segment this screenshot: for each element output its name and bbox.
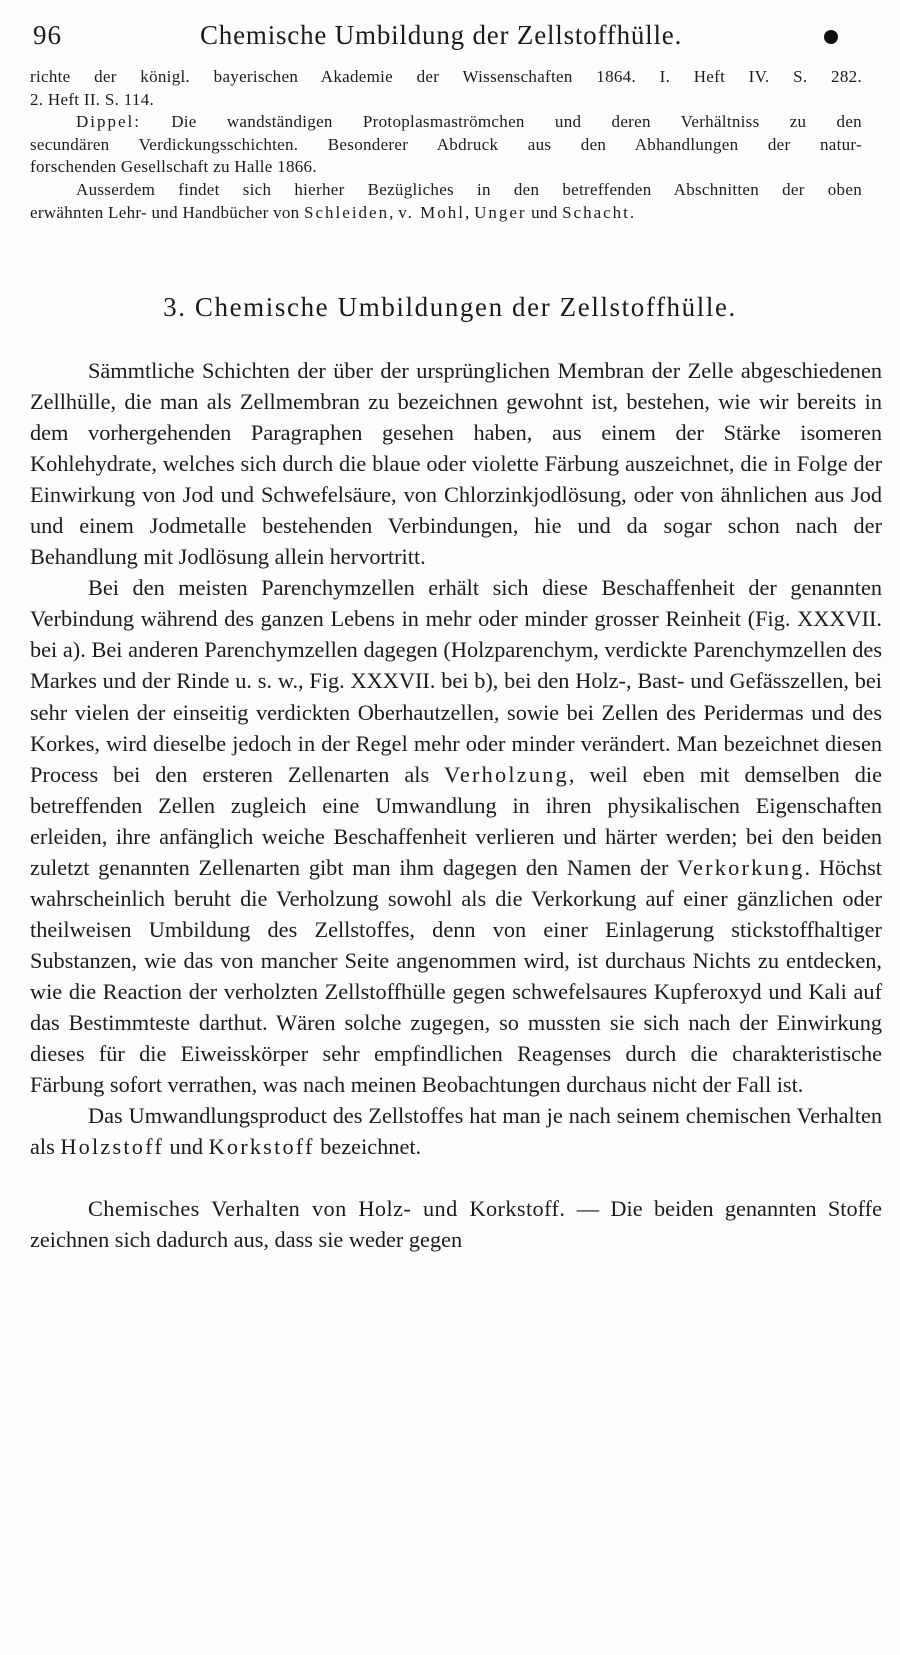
reference-dippel: [30, 111, 862, 134]
reference-line: Ausserdem findet sich hierher Bezügliches in den betreffenden Abschnitten der oben: [76, 179, 862, 199]
term-verholzung: Verholzung: [444, 761, 569, 787]
paragraph-text: Das Umwandlungsproduct des Zellstoffes hat man je nach seinem chemischen Verhalten als: [30, 1103, 882, 1160]
body-text: [30, 355, 882, 1255]
paragraph-text: — Die beiden genannten Stoffe zeichnen sich dadurch aus, dass sie weder gegen: [30, 1196, 882, 1253]
reference-text: erwähnten Lehr- und Handbücher von: [30, 202, 300, 222]
reference-line: forschenden Gesellschaft zu Halle 1866.: [30, 157, 317, 177]
reference-line: richte der königl. bayerischen Akademie der Wissenschaften 1864. I. Heft IV. S. 282.: [30, 67, 862, 86]
paragraph-text: Bei den meisten Parenchymzellen erhält sich diese Beschaffenheit der genannten Verbindung während des ganzen Lebens in mehr oder minder grosser Reinheit (Fig. XXXVII. bei a). Bei anderen Parenchymzellen dagegen (Holzparenchym, verdickte Parenchymzellen des Markes und der Rinde u. s. w., Fig. XXXVII. bei b), bei den Holz-, Bast- und Gefässzellen, bei sehr vielen der einseitig verdickten Oberhautzellen, sowie bei Zellen des Peridermas und des Korkes, wird dieselbe jedoch in der Regel mehr oder minder verändert. Man bezeichnet diesen Process bei den ersteren Zellenarten als: [30, 575, 882, 787]
paragraph: Sämmtliche Schichten der über der ursprünglichen Membran der Zelle abgeschiedenen Zellhülle, die man als Zellmembran zu bezeichnen gewohnt ist, bestehen, wie wir bereits in dem vorhergehenden Paragraphen gesehen haben, aus einem der Stärke isomeren Kohlehydrate, welches sich durch die blaue oder violette Färbung auszeichnet, die in Folge der Einwirkung von Jod und Schwefelsäure, von Chlorzinkjodlösung, oder von ähnlichen aus Jod und einem Jodmetalle bestehenden Verbindungen, hie und da sogar schon nach der Behandlung mit Jodlösung allein hervortritt.: [30, 358, 882, 570]
section-heading: 3. Chemische Umbildungen der Zellstoffhülle.: [163, 292, 737, 322]
paragraph: [30, 1100, 882, 1162]
page-header: [30, 18, 860, 58]
author-name: v. Mohl: [398, 202, 465, 222]
author-name: Schleiden: [304, 202, 390, 222]
ink-blot: [824, 30, 838, 44]
author-name: Unger: [474, 202, 527, 222]
reference-line: 2. Heft II. S. 114.: [30, 89, 155, 109]
paragraph-text: bezeichnet.: [314, 1134, 422, 1160]
reference-line: secundären Verdickungsschichten. Besonderer Abdruck aus den Abhandlungen der natur-: [30, 134, 862, 154]
author-name: Schacht.: [562, 202, 637, 222]
paragraph-text: . Höchst wahrscheinlich beruht die Verholzung sowohl als die Verkorkung auf einer gänzlichen oder theilweisen Umbildung des Zellstoffes, denn von einer Einlagerung stickstoffhaltiger Substanzen, wie das von mancher Seite angenommen wird, ist durchaus Nichts zu entdecken, wie die Reaction der verholzten Zellstoffhülle gegen schwefelsaures Kupferoxyd und Kali auf das Bestimmteste darthut. Wären solche zugegen, so mussten sie sich nach der Einwirkung dieses für die Eiweisskörper sehr empfindlichen Reagenses durch die charakteristische Färbung sofort verrathen, was nach meinen Beobachtungen durchaus nicht der Fall ist.: [30, 854, 882, 1098]
author-name: Dippel:: [76, 112, 141, 132]
reference-text: Die wandständigen Protoplasmaströmchen und deren Verhältniss zu den: [171, 112, 862, 132]
paragraph-text: und: [163, 1134, 209, 1160]
term-holzstoff: Holzstoff: [60, 1134, 164, 1160]
paragraph-text: , weil eben mit demselben die betreffenden Zellen zugleich eine Umwandlung in ihren physikalischen Eigenschaften erleiden, ihre anfänglich weiche Beschaffenheit verlieren und härter werden; bei den beiden zuletzt genannten Zellenarten gibt man ihm dagegen den Namen der: [30, 761, 883, 880]
running-head: Chemische Umbildung der Zellstoffhülle.: [200, 20, 683, 50]
term-verkorkung: Verkorkung: [677, 854, 805, 880]
page-number: 96: [33, 20, 62, 50]
reference-authors: erwähnten Lehr- und Handbücher von Schleiden, v. Mohl, Unger und Schacht.: [30, 202, 637, 222]
subsection-heading: Chemisches Verhalten von Holz- und Korkstoff.: [88, 1196, 566, 1222]
references-block: [30, 66, 862, 224]
term-korkstoff: Korkstoff: [208, 1134, 315, 1160]
reference-text: und: [531, 202, 558, 222]
paragraph: [30, 1193, 882, 1255]
paragraph: [30, 572, 882, 1100]
